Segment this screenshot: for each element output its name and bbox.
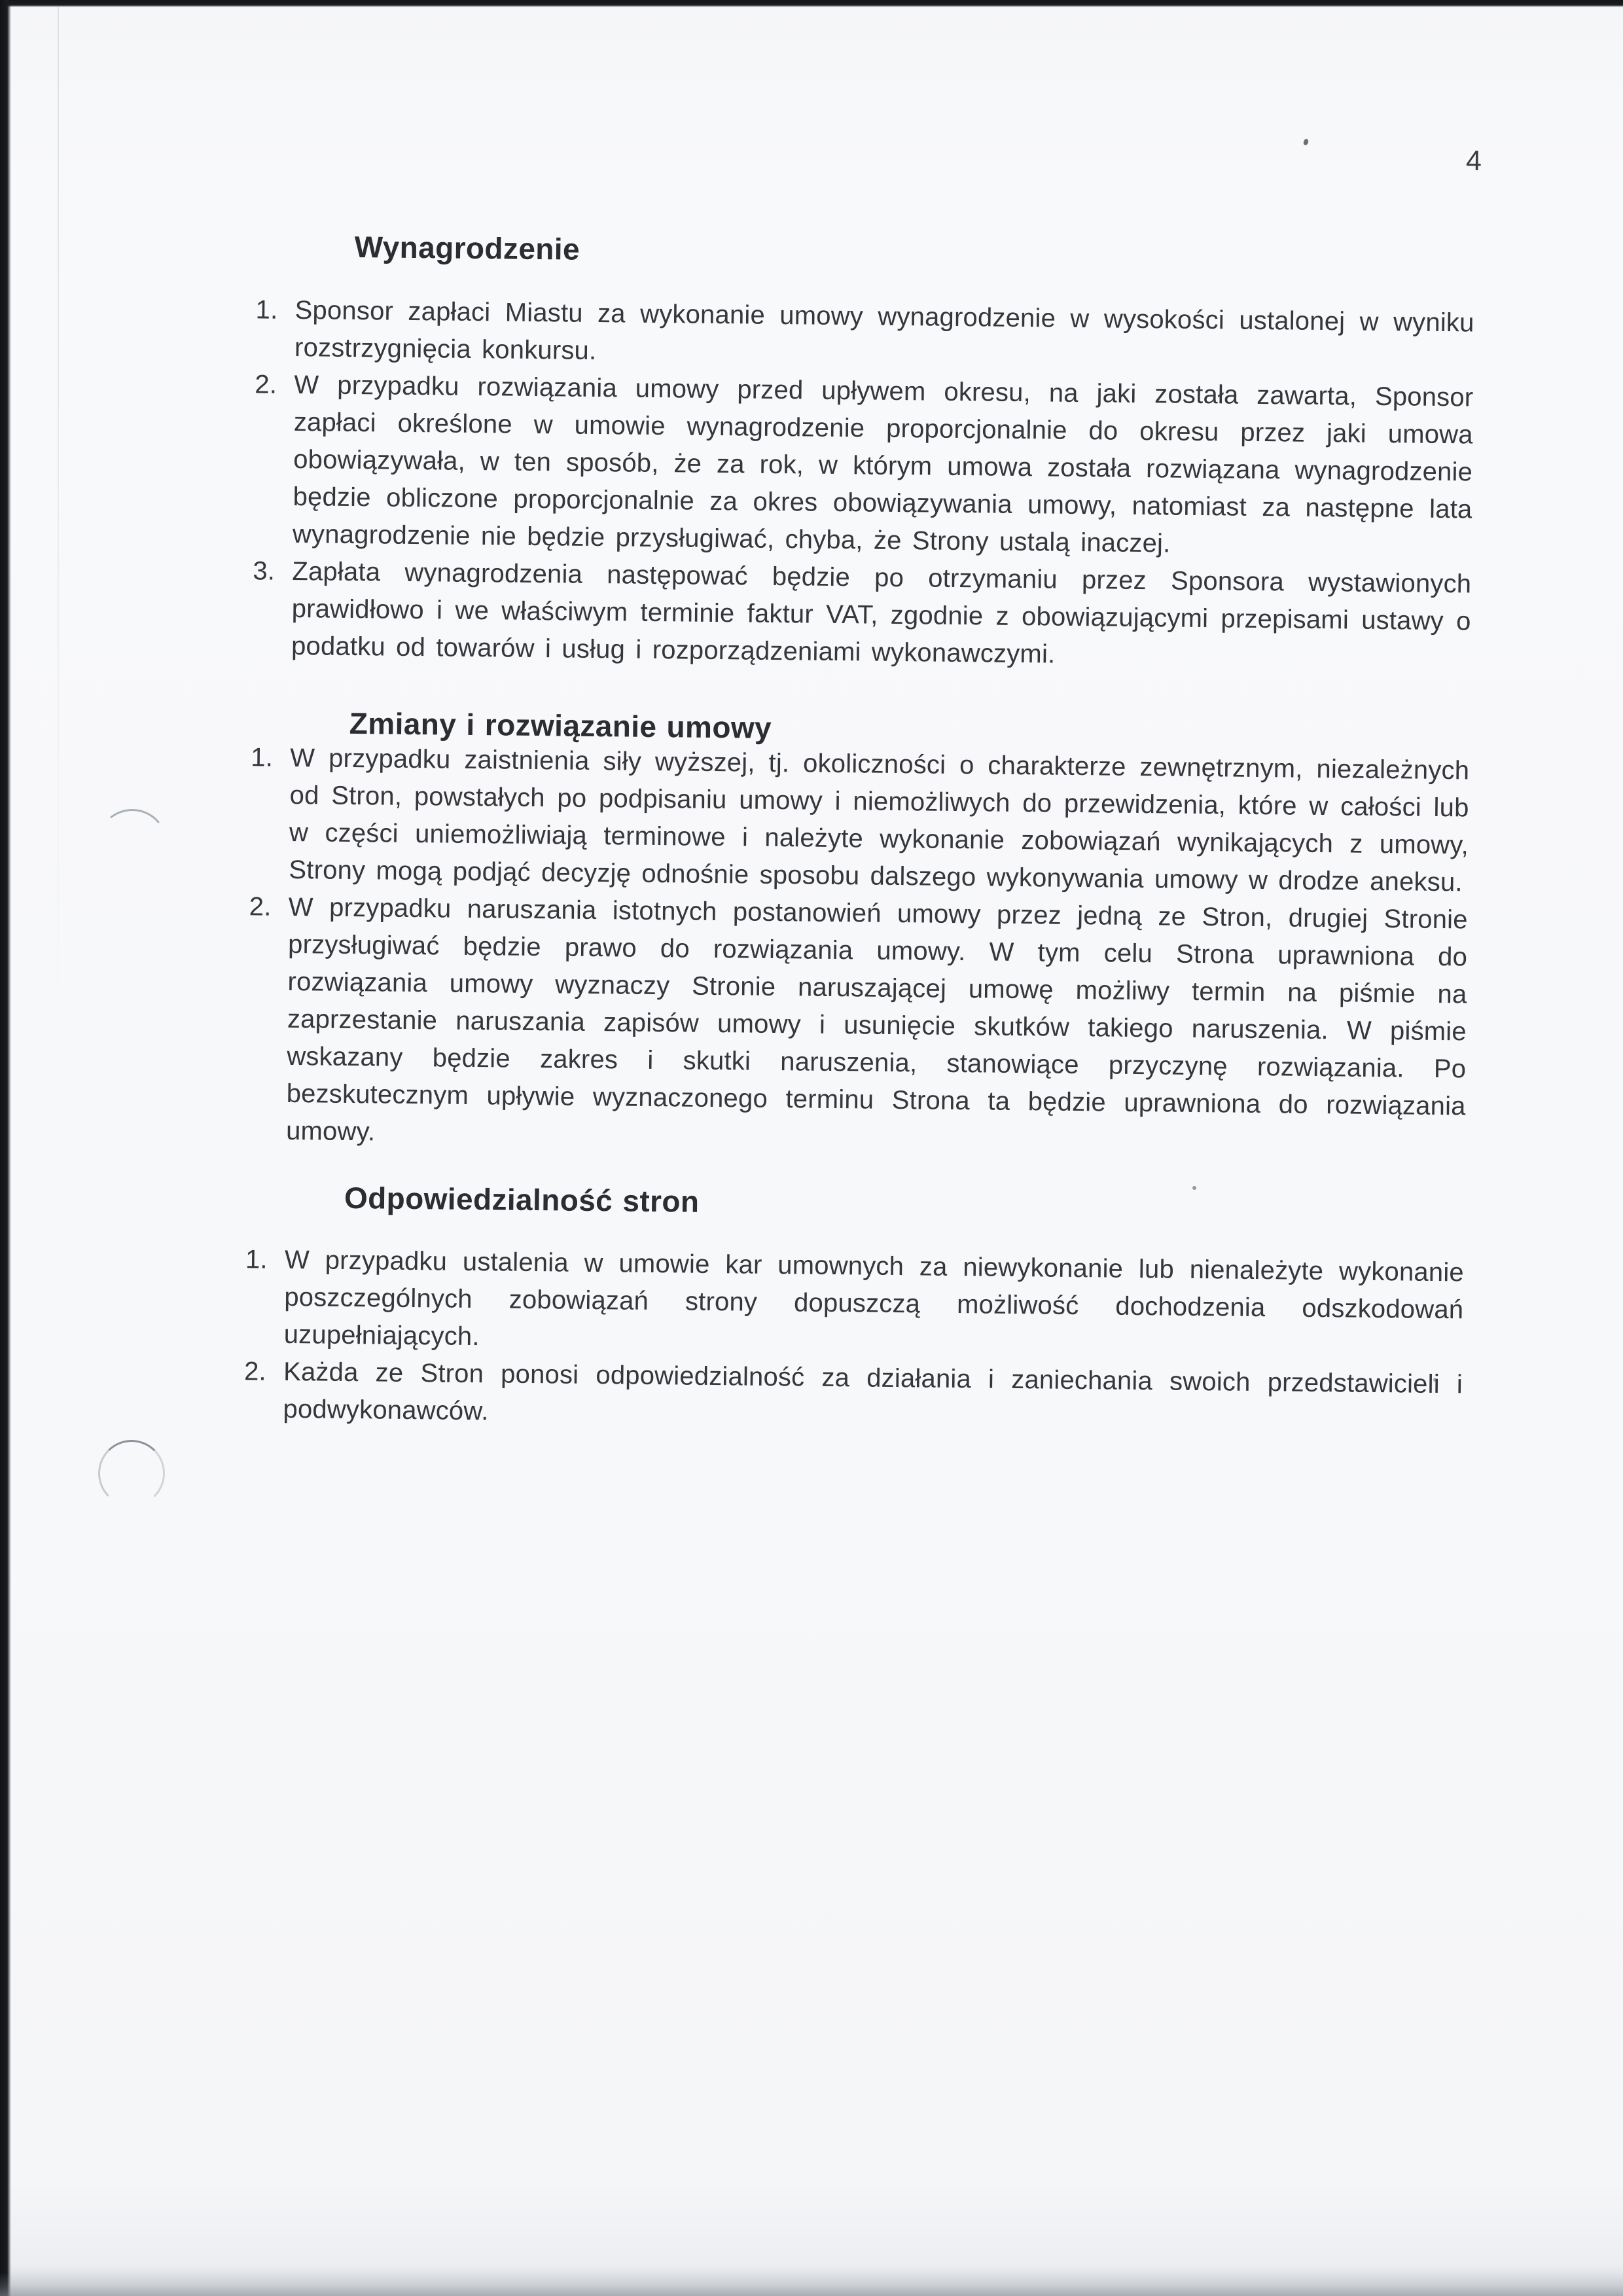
- list-item: [255, 367, 1474, 565]
- numbered-list: [243, 1242, 1465, 1441]
- item-number: 2.: [255, 370, 277, 399]
- item-number: 1.: [251, 743, 274, 772]
- section-heading: Zmiany i rozwiązanie umowy: [349, 706, 772, 745]
- item-number: 2.: [249, 892, 272, 922]
- section-zmiany-i-rozwiazanie-umowy: [249, 706, 1470, 1162]
- section-heading: Wynagrodzenie: [354, 229, 580, 266]
- section-odpowiedzialnosc-stron: [243, 1180, 1465, 1441]
- scanner-edge-left: [0, 0, 11, 2296]
- numbered-list: [249, 740, 1470, 1162]
- paper-edge-line: [58, 7, 59, 1054]
- section-wynagrodzenie: [253, 229, 1475, 677]
- list-item: [253, 553, 1472, 677]
- item-number: 1.: [245, 1245, 268, 1274]
- page-number: 4: [1465, 145, 1482, 177]
- document-body: [243, 229, 1475, 1441]
- list-item: [249, 889, 1468, 1162]
- item-text: Sponsor zapłaci Miastu za wykonanie umowy wynagrodzenie w wysokości ustalonej w wyniku rozstrzygnięcia konkursu.: [294, 295, 1474, 365]
- list-item: [255, 292, 1474, 379]
- punch-hole-arc-artifact: [94, 806, 171, 884]
- section-heading: Odpowiedzialność stron: [344, 1180, 700, 1219]
- scanner-edge-top: [0, 0, 1623, 7]
- list-item: [245, 1242, 1465, 1366]
- item-text: Zapłata wynagrodzenia następować będzie po otrzymaniu przez Sponsora wystawionych prawidłowo i we właściwym terminie faktur VAT, zgodnie z obowiązującymi przepisami ustawy o podatku od towarów i usług i rozporządzeniami wykonawczymi.: [291, 556, 1472, 669]
- item-number: 3.: [253, 556, 276, 586]
- item-text: W przypadku rozwiązania umowy przed upływem okresu, na jaki została zawarta, Sponsor zapłaci określone w umowie wynagrodzenie proporcjonalnie do okresu przez jaki umowa obowiązywała, w ten sposób, że za rok, w którym umowa została rozwiązana wynagrodzenie będzie obliczone proporcjonalnie za okres obowiązywania umowy, natomiast za następne lata wynagrodzenie nie będzie przysługiwać, chyba, że Strony ustalą inaczej.: [292, 370, 1474, 558]
- item-number: 2.: [243, 1357, 267, 1386]
- item-text: W przypadku ustalenia w umowie kar umownych za niewykonanie lub nienależyte wykonanie poszczególnych zobowiązań strony dopuszczą możliwość dochodzenia odszkodowań uzupełniających.: [283, 1245, 1465, 1352]
- numbered-list: [253, 292, 1474, 677]
- item-text: Każda ze Stron ponosi odpowiedzialność za działania i zaniechania swoich przedstawicieli i podwykonawców.: [283, 1357, 1463, 1426]
- ink-speck: [1303, 138, 1310, 146]
- item-text: W przypadku naruszania istotnych postanowień umowy przez jedną ze Stron, drugiej Stronie przysługiwać będzie prawo do rozwiązania umowy. W tym celu Strona uprawniona do rozwiązania umowy wyznaczy Stronie naruszającej umowę możliwy termin na piśmie na zaprzestanie naruszania zapisów umowy i usunięcie skutków takiego naruszenia. W piśmie wskazany będzie zakres i skutki naruszenia, stanowiące przyczynę rozwiązania. Po bezskutecznym upływie wyznaczonego terminu Strona ta będzie uprawniona do rozwiązania umowy.: [285, 892, 1468, 1147]
- list-item: [243, 1354, 1463, 1441]
- item-text: W przypadku zaistnienia siły wyższej, tj. okoliczności o charakterze zewnętrznym, niezależnych od Stron, powstałych po podpisaniu umowy i niemożliwych do przewidzenia, które w całości lub w części uniemożliwiają terminowe i należyte wykonanie zobowiązań wynikających z umowy, Strony mogą podjąć decyzję odnośnie sposobu dalszego wykonywania umowy w drodze aneksu.: [289, 743, 1470, 897]
- punch-hole-arc-artifact: [98, 1440, 166, 1507]
- item-number: 1.: [255, 295, 278, 325]
- list-item: [251, 740, 1470, 901]
- scanner-edge-bottom: [0, 2272, 1623, 2296]
